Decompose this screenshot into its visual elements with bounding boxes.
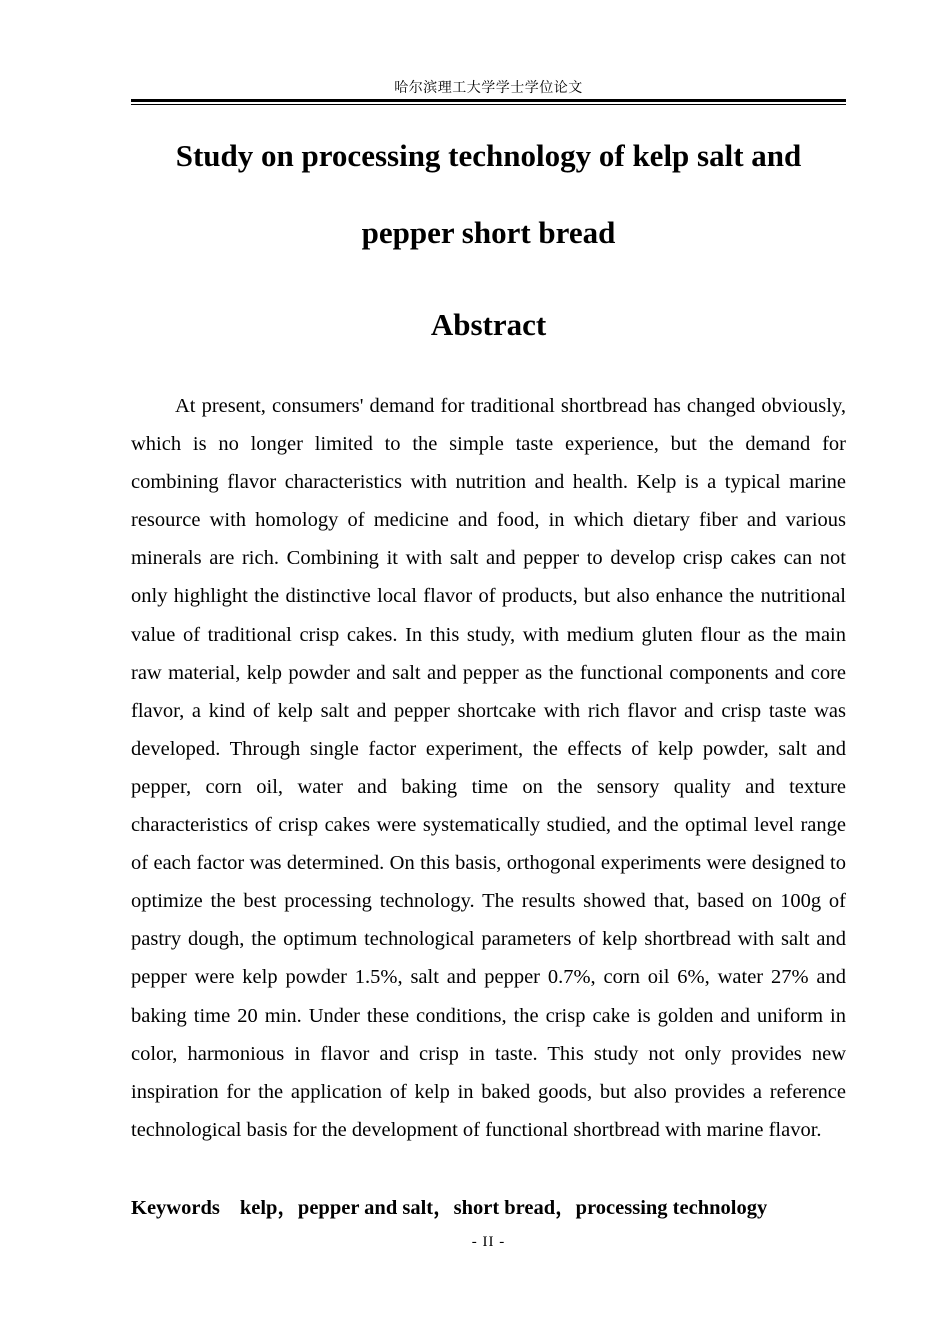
abstract-heading: Abstract: [430, 307, 547, 342]
keywords-label: Keywords: [131, 1197, 220, 1219]
paper-title: Study on processing technology of kelp salt and pepper short bread: [175, 138, 802, 250]
abstract-body: At present, consumers' demand for traditional shortbread has changed obviously, which is no longer limited to the simple taste experience, but the demand for combining flavor characteristics with nutrition and health. Kelp is a typical marine resource with homology of medicine and food, in which dietary fiber and various minerals are rich. Combining it with salt and pepper to develop crisp cakes can not only highlight the distinctive local flavor of products, but also enhance the nutritional value of traditional crisp cakes. In this study, with medium gluten flour as the main raw material, kelp powder and salt and pepper as the functional components and core flavor, a kind of kelp salt and pepper shortcake with rich flavor and crisp taste was developed. Through single factor experiment, the effects of kelp powder, salt and pepper, corn oil, water and baking time on the sensory quality and texture characteristics of crisp cakes were systematically studied, and the optimal level range of each factor was determined. On this basis, orthogonal experiments were designed to optimize the best processing technology. The results showed that, based on 100g of pastry dough, the optimum technological parameters of kelp shortbread with salt and pepper were kelp powder 1.5%, salt and pepper 0.7%, corn oil 6%, water 27% and baking time 20 min. Under these conditions, the crisp cake is golden and uniform in color, harmonious in flavor and crisp in taste. This study not only provides new inspiration for the application of kelp in baked goods, but also provides a reference technological basis for the development of functional shortbread with marine flavor.: [131, 395, 846, 1141]
page-number: - II -: [471, 1234, 506, 1250]
header-rule-thick: [131, 99, 846, 102]
keywords-list: kelp，pepper and salt，short bread，processing technology: [239, 1197, 768, 1219]
keywords-line: [131, 1192, 846, 1224]
header-rule-thin: [131, 104, 846, 105]
running-header: 哈尔滨理工大学学士学位论文: [394, 80, 583, 96]
